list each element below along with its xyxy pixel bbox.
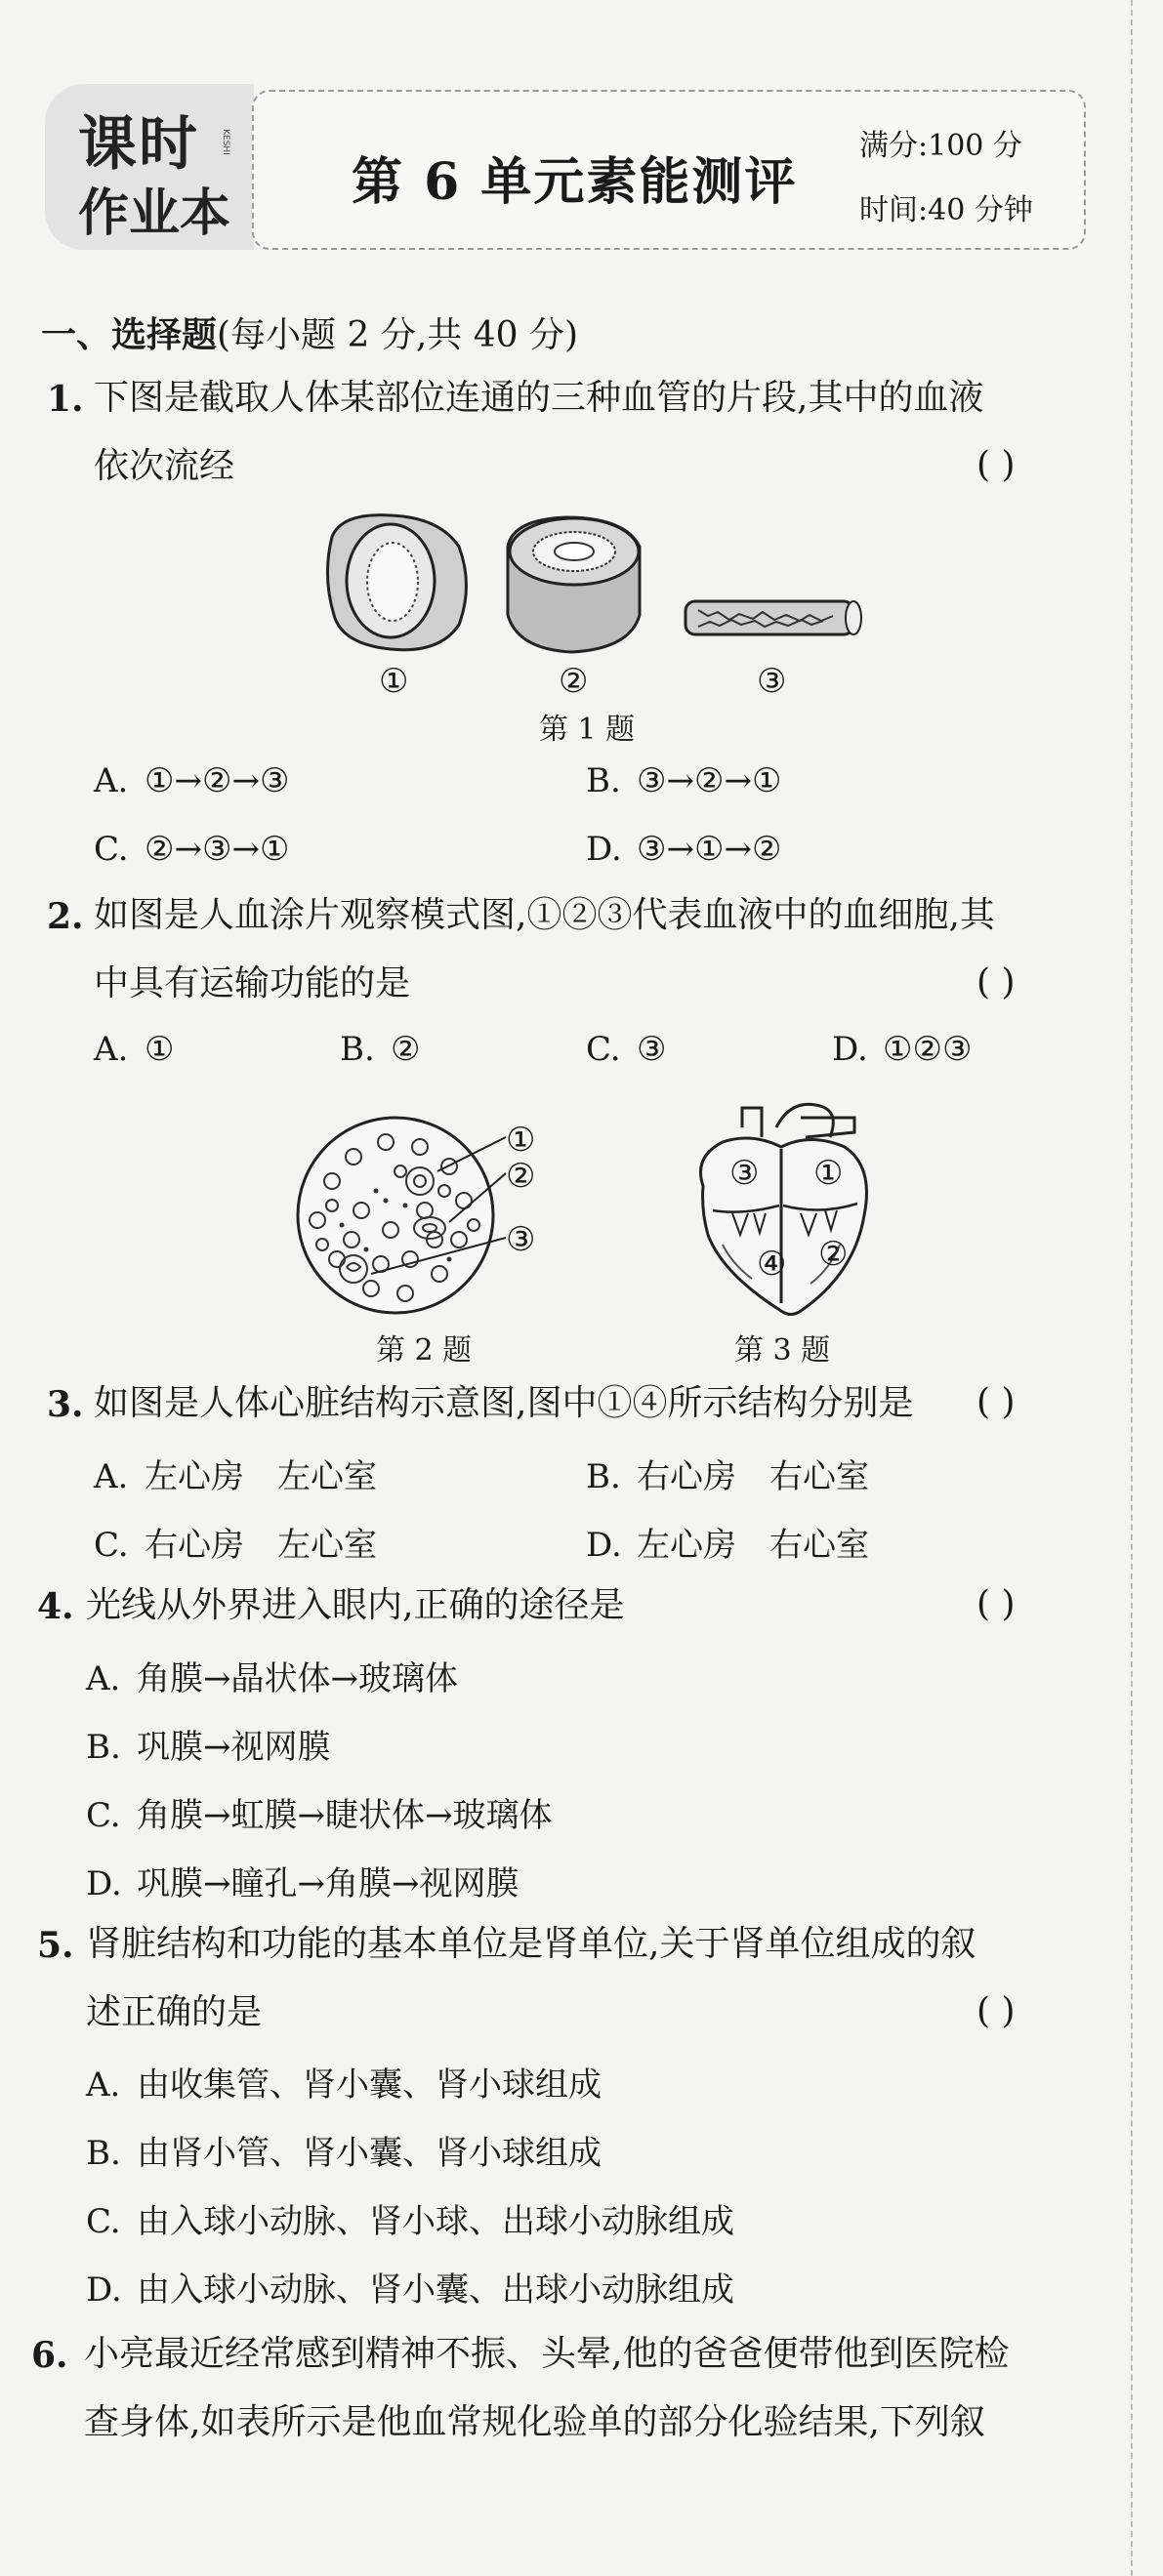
section-note: (每小题 2 分,共 40 分) [217,315,579,355]
q2-line1: 如图是人血涂片观察模式图,①②③代表血液中的血细胞,其 [94,895,995,935]
q2-number: 2. [47,896,84,937]
q2-fig-label-1: ① [506,1121,536,1160]
heart-label-1: ① [813,1154,844,1193]
full-score: 满分:100 分 [859,129,1022,163]
heart-label-2: ② [818,1235,849,1274]
vessel-2-image [508,517,640,652]
q5-number: 5. [37,1925,74,1966]
q5-line1: 肾脏结构和功能的基本单位是肾单位,关于肾单位组成的叙 [86,1924,976,1964]
q4-option-c[interactable]: C. 角膜→虹膜→睫状体→玻璃体 [86,1796,553,1835]
q6-number: 6. [31,2335,68,2376]
q2-fig-label-2: ② [506,1157,536,1196]
q5-option-d[interactable]: D. 由入球小动脉、肾小囊、出球小动脉组成 [86,2270,734,2310]
q3-caption: 第 3 题 [734,1333,831,1368]
q2-line2: 中具有运输功能的是 [94,963,411,1003]
q1-option-d[interactable]: D. ③→①→② [586,830,782,869]
q3-line1: 如图是人体心脏结构示意图,图中①④所示结构分别是 [94,1383,914,1423]
q1-line1: 下图是截取人体某部位连通的三种血管的片段,其中的血液 [94,378,984,418]
vessel-3-image [685,601,861,634]
q4-option-d[interactable]: D. 巩膜→瞳孔→角膜→视网膜 [86,1864,519,1903]
section-title: 一、选择题 [41,314,218,355]
heart-label-3: ③ [729,1154,760,1193]
q2-fig-label-3: ③ [506,1220,536,1259]
q1-option-b[interactable]: B. ③→②→① [586,761,782,800]
q6-line1: 小亮最近经常感到精神不振、头晕,他的爸爸便带他到医院检 [84,2334,1010,2374]
logo-line1: 课时 [78,110,199,179]
q4-option-a[interactable]: A. 角膜→晶状体→玻璃体 [86,1659,458,1698]
q1-option-c[interactable]: C. ②→③→① [94,830,290,869]
vessels-figure [322,508,869,664]
q5-line2: 述正确的是 [86,1992,263,2032]
q1-fig-label-2: ② [559,662,589,701]
q4-line1: 光线从外界进入眼内,正确的途径是 [86,1585,625,1625]
q1-answer-paren[interactable]: ( ) [976,445,1016,485]
margin-line [1131,0,1133,2576]
logo-line2: 作业本 [78,184,231,243]
q2-answer-paren[interactable]: ( ) [976,962,1016,1002]
q3-answer-paren[interactable]: ( ) [976,1382,1016,1422]
q5-option-b[interactable]: B. 由肾小管、肾小囊、肾小球组成 [86,2134,602,2173]
q1-fig-label-3: ③ [757,662,787,701]
brand-logo [45,84,254,250]
page-title: 第 6 单元素能测评 [352,152,798,212]
q4-answer-paren[interactable]: ( ) [976,1584,1016,1624]
q2-option-c[interactable]: C. ③ [586,1030,667,1069]
q4-number: 4. [37,1586,74,1627]
q2-option-b[interactable]: B. ② [340,1030,421,1069]
q3-option-a[interactable]: A. 左心房 左心室 [94,1457,377,1496]
heart-label-4: ④ [757,1245,787,1284]
heart-figure [684,1098,889,1323]
q2-option-d[interactable]: D. ①②③ [832,1030,973,1069]
q2-option-a[interactable]: A. ① [94,1030,175,1069]
title-box [252,90,1086,250]
q3-option-b[interactable]: B. 右心房 右心室 [586,1457,869,1496]
q1-option-a[interactable]: A. ①→②→③ [94,761,290,800]
q1-line2: 依次流经 [94,446,235,486]
vessel-1-image [327,515,466,650]
logo-small-text: KESHI [221,129,230,155]
q6-line2: 查身体,如表所示是他血常规化验单的部分化验结果,下列叙 [84,2402,985,2442]
q5-option-c[interactable]: C. 由入球小动脉、肾小球、出球小动脉组成 [86,2202,734,2241]
q1-caption: 第 1 题 [539,713,636,747]
q1-fig-label-1: ① [379,662,409,701]
q5-option-a[interactable]: A. 由收集管、肾小囊、肾小球组成 [86,2065,602,2105]
q4-option-b[interactable]: B. 巩膜→视网膜 [86,1728,331,1767]
q2-caption: 第 2 题 [376,1333,473,1368]
q5-answer-paren[interactable]: ( ) [976,1991,1016,2031]
q3-number: 3. [47,1384,84,1425]
q3-option-c[interactable]: C. 右心房 左心室 [94,1526,377,1565]
q1-number: 1. [47,379,84,420]
q3-option-d[interactable]: D. 左心房 右心室 [586,1526,869,1565]
time-limit: 时间:40 分钟 [859,193,1033,227]
section-heading [41,307,578,357]
